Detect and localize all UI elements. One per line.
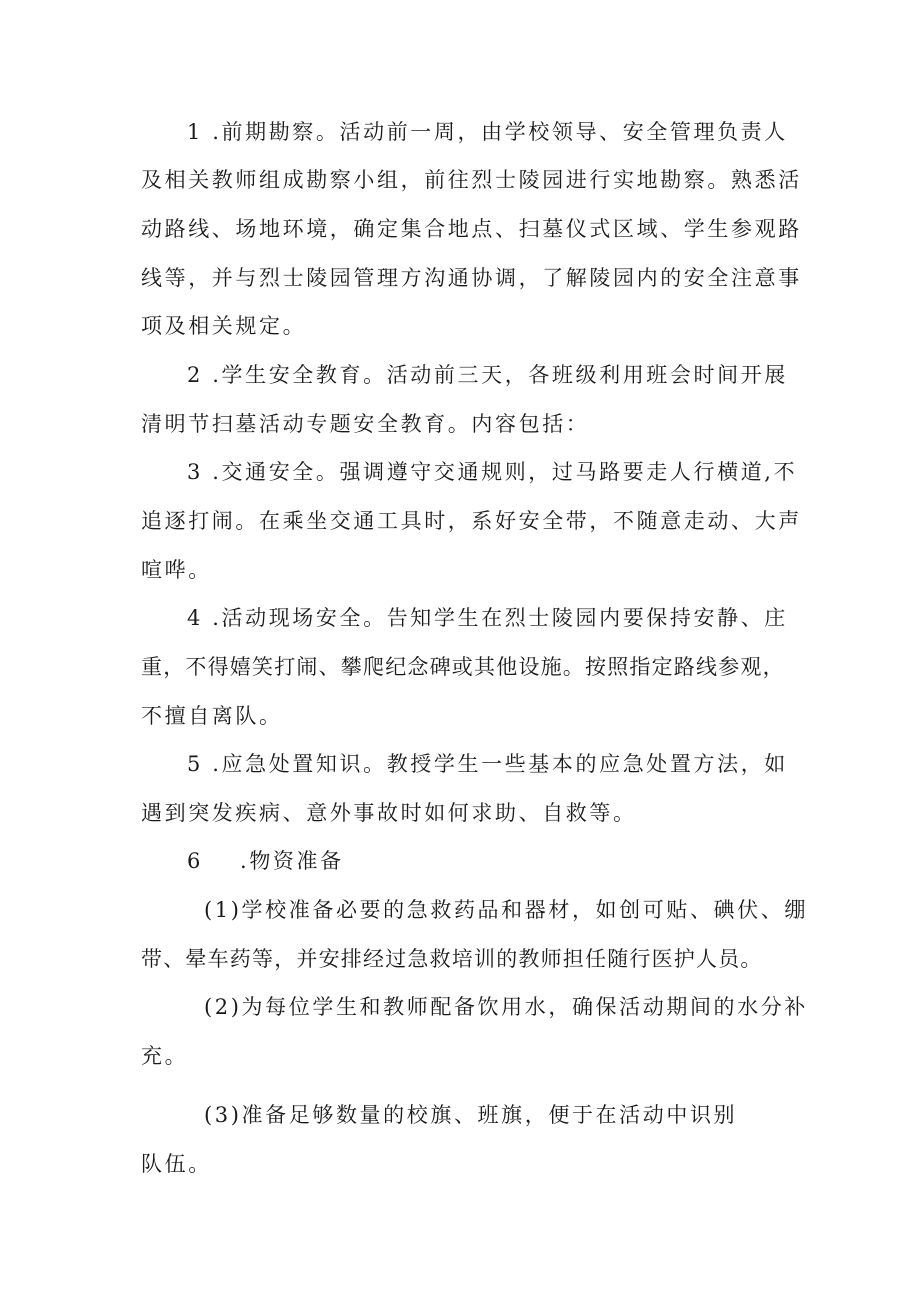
paragraph-1-line-4: 线等，并与烈士陵园管理方沟通协调，了解陵园内的安全注意事 [141, 266, 802, 290]
paragraph-3-line-1: 3 .交通安全。强调遵守交通规则，过马路要走人行横道,不 [187, 460, 798, 484]
item-3-line-1: (3)准备足够数量的校旗、班旗，便于在活动中识别 [204, 1103, 738, 1127]
paragraph-1-line-3: 动路线、场地环境，确定集合地点、扫墓仪式区域、学生参观路 [141, 217, 802, 241]
paragraph-4-line-1: 4 .活动现场安全。告知学生在烈士陵园内要保持安静、庄 [187, 606, 788, 630]
item-1-line-2: 带、晕车药等，并安排经过急救培训的教师担任随行医护人员。 [141, 947, 763, 971]
paragraph-2-line-1: 2 .学生安全教育。活动前三天，各班级利用班会时间开展 [187, 363, 788, 387]
paragraph-6-heading: 6 .物资准备 [187, 849, 344, 873]
item-3-line-2: 队伍。 [141, 1152, 212, 1176]
paragraph-1-line-2: 及相关教师组成勘察小组，前往烈士陵园进行实地勘察。熟悉活 [141, 168, 802, 192]
item-1-line-1: (1)学校准备必要的急救药品和器材，如创可贴、碘伏、绷 [204, 898, 808, 922]
paragraph-4-line-3: 不擅自离队。 [141, 704, 283, 728]
paragraph-1-line-1: 1 .前期勘察。活动前一周，由学校领导、安全管理负责人 [187, 120, 788, 144]
paragraph-3-line-2: 追逐打闹。在乘坐交通工具时，系好安全带，不随意走动、大声 [141, 509, 802, 533]
paragraph-2-line-2: 清明节扫墓活动专题安全教育。内容包括： [141, 412, 590, 436]
paragraph-4-line-2: 重，不得嬉笑打闹、攀爬纪念碑或其他设施。按照指定路线参观， [141, 655, 785, 679]
paragraph-5-line-2: 遇到突发疾病、意外事故时如何求助、自救等。 [141, 801, 637, 825]
item-2-line-1: (2)为每位学生和教师配备饮用水，确保活动期间的水分补 [204, 995, 808, 1019]
paragraph-1-line-5: 项及相关规定。 [141, 314, 307, 338]
item-2-line-2: 充。 [141, 1044, 189, 1068]
paragraph-5-line-1: 5 .应急处置知识。教授学生一些基本的应急处置方法，如 [187, 752, 788, 776]
paragraph-3-line-3: 喧哗。 [141, 558, 212, 582]
